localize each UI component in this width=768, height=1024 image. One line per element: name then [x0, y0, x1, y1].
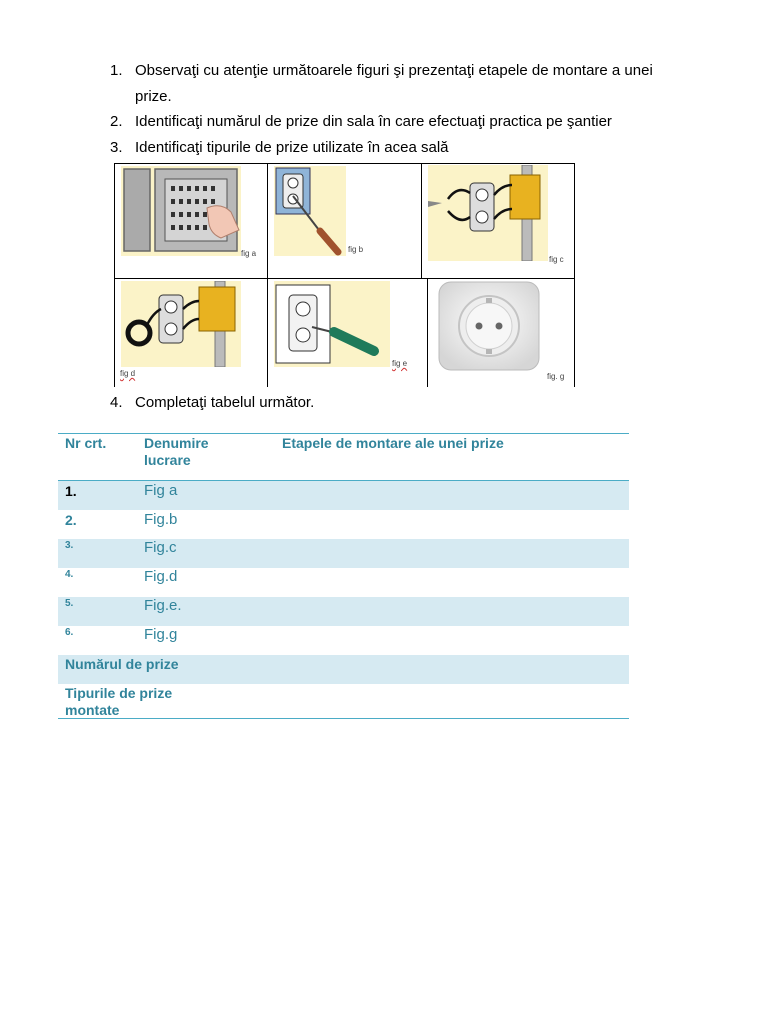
- grid-border-left: [114, 163, 115, 387]
- grid-border-top: [114, 163, 575, 164]
- fig-a-caption: fig a: [241, 249, 257, 258]
- table-row: [58, 597, 629, 626]
- question-3: [110, 135, 690, 161]
- question-2: [110, 109, 690, 135]
- table-row: [58, 568, 629, 597]
- fig-g-socket-image: [437, 280, 541, 372]
- question-number: 1.: [110, 62, 123, 79]
- fig-c-caption: fig c: [549, 255, 564, 264]
- row-number: 5.: [65, 598, 74, 609]
- montage-table: [58, 433, 629, 719]
- row-fig-label: Fig.c: [144, 539, 177, 556]
- header-nr: Nr crt.: [65, 435, 107, 451]
- tipurile-label: Tipurile de prize montate: [65, 685, 173, 718]
- instructions-list: [110, 58, 690, 160]
- table-row: [58, 481, 629, 510]
- question-text: Completaţi tabelul următor.: [135, 394, 315, 411]
- header-etapele: Etapele de montare ale unei prize: [282, 435, 504, 451]
- fig-d-outlet-cable-image: [121, 281, 241, 367]
- table-row: [58, 626, 629, 655]
- row-fig-label: Fig.d: [144, 568, 178, 585]
- header-denumire: Denumire lucrare: [144, 435, 209, 468]
- row-number: 3.: [65, 540, 74, 551]
- question-4: [110, 392, 314, 414]
- grid-divider-1: [267, 163, 268, 387]
- question-1: [110, 58, 690, 109]
- row-number: 2.: [65, 512, 77, 528]
- row-number: 6.: [65, 627, 74, 638]
- table-row: [58, 539, 629, 568]
- question-number: 4.: [110, 394, 123, 411]
- grid-divider-2a: [421, 163, 422, 278]
- fig-g-caption: fig. g: [547, 372, 565, 381]
- question-number: 3.: [110, 138, 123, 156]
- fig-b-caption: fig b: [348, 245, 364, 254]
- question-text: Identificaţi tipurile de prize utilizate în acea sală: [135, 138, 449, 156]
- question-text-cont: prize.: [135, 87, 172, 105]
- question-number: 2.: [110, 113, 123, 130]
- table-row-numar-prize: [58, 655, 629, 684]
- figures-grid: [114, 163, 575, 387]
- question-text: Identificaţi numărul de prize din sala în care efectuaţi practica pe şantier: [135, 113, 612, 130]
- table-row-tipurile: [58, 684, 629, 719]
- fig-d-caption: fig d: [120, 369, 136, 378]
- question-text: Observaţi cu atenţie următoarele figuri şi prezentaţi etapele de montare a unei: [135, 62, 653, 79]
- table-header-row: [58, 434, 629, 481]
- row-fig-label: Fig.e.: [144, 597, 182, 614]
- grid-border-right: [574, 163, 575, 387]
- row-fig-label: Fig.g: [144, 626, 178, 643]
- fig-e-outlet-green-screwdriver-image: [274, 281, 390, 367]
- numar-prize-label: Numărul de prize: [65, 656, 179, 672]
- fig-a-electrical-panel-image: [121, 166, 241, 256]
- fig-b-outlet-screwdriver-image: [274, 166, 346, 256]
- row-fig-label: Fig a: [144, 482, 178, 499]
- fig-e-caption: fig e: [392, 359, 408, 368]
- grid-border-middle: [114, 278, 575, 279]
- row-number: 4.: [65, 569, 74, 580]
- row-fig-label: Fig.b: [144, 511, 178, 528]
- table-row: [58, 510, 629, 539]
- row-number: 1.: [65, 483, 77, 499]
- fig-c-outlet-wiring-image: [428, 165, 548, 261]
- grid-divider-2b: [427, 278, 428, 387]
